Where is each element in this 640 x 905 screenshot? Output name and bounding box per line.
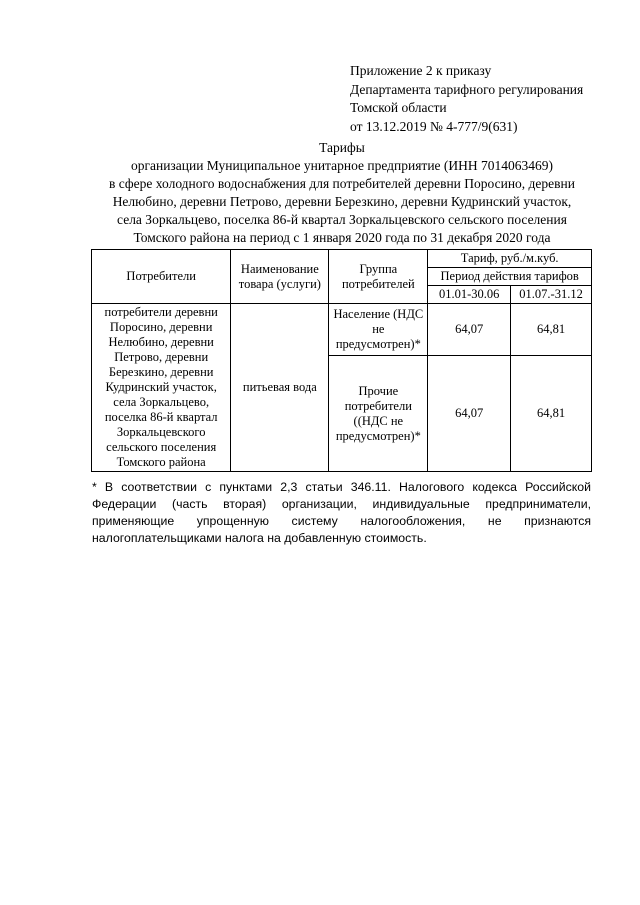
- tariff-cell: 64,07: [428, 356, 511, 472]
- goods-cell: питьевая вода: [231, 304, 329, 472]
- tariff-cell: 64,07: [428, 304, 511, 356]
- tariff-cell: 64,81: [511, 356, 592, 472]
- consumers-cell: потребители деревни Поросино, деревни Нелюбино, деревни Петрово, деревни Березкино, деревни Кудринский участок, села Зоркальцево, поселка 86-й квартал Зоркальцевского сельского поселения Томского района: [92, 304, 231, 472]
- document-title: [92, 139, 592, 247]
- tariff-table: [91, 249, 592, 472]
- header-period-1: 01.01-30.06: [428, 286, 511, 304]
- footnote-line-2: Федерации (часть вторая) организации, индивидуальные предприниматели,: [92, 497, 591, 511]
- title-line-6: Томского района на период с 1 января 2020 года по 31 декабря 2020 года: [133, 230, 551, 245]
- footnote-line-4: налогоплательщиками налога на добавленную стоимость.: [92, 531, 427, 545]
- appendix-line-1: Приложение 2 к приказу: [350, 63, 492, 78]
- header-tariff: Тариф, руб./м.куб.: [428, 250, 592, 268]
- title-line-2: организации Муниципальное унитарное предприятие (ИНН 7014063469): [130, 158, 554, 173]
- group-cell: Население (НДС не предусмотрен)*: [329, 304, 428, 356]
- header-period: Период действия тарифов: [428, 268, 592, 286]
- appendix-line-4: от 13.12.2019 № 4-777/9(631): [350, 118, 518, 134]
- title-line-1: Тарифы: [319, 140, 365, 155]
- title-line-4: Нелюбино, деревни Петрово, деревни Березкино, деревни Кудринский участок,: [112, 194, 572, 209]
- appendix-line-2: Департамента тарифного регулирования: [350, 81, 584, 97]
- footnote-line-3: применяющие упрощенную систему налогообложения, не признаются: [92, 514, 591, 528]
- appendix-header: [350, 62, 583, 136]
- footnote: [92, 479, 591, 547]
- footnote-line-1: * В соответствии с пунктами 2,3 статьи 346.11. Налогового кодекса Российской: [92, 480, 591, 494]
- header-period-2: 01.07.-31.12: [511, 286, 592, 304]
- title-line-3: в сфере холодного водоснабжения для потребителей деревни Поросино, деревни: [109, 176, 575, 191]
- header-goods: Наименование товара (услуги): [231, 250, 329, 304]
- header-group: Группа потребителей: [329, 250, 428, 304]
- appendix-line-3: Томской области: [350, 100, 447, 115]
- header-consumers: Потребители: [92, 250, 231, 304]
- title-line-5: села Зоркальцево, поселка 86-й квартал Зоркальцевского сельского поселения: [117, 212, 567, 227]
- group-cell: Прочие потребители ((НДС не предусмотрен)*: [329, 356, 428, 472]
- table-row: [92, 304, 592, 356]
- tariff-cell: 64,81: [511, 304, 592, 356]
